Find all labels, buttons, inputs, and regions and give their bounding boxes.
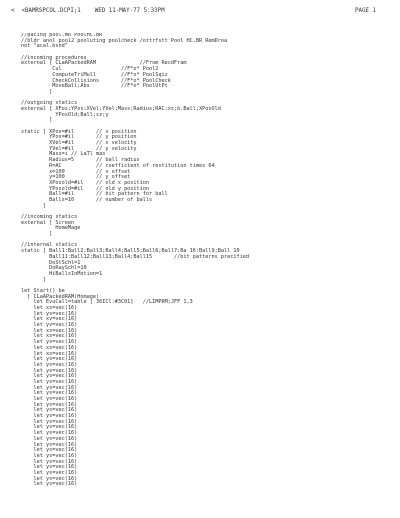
code-line: let ys=vec(16)	[21, 407, 78, 414]
code-line: ]	[21, 88, 53, 95]
code-line: R=AC // coefficient of restitution times 64	[21, 162, 215, 169]
code-line: //internal statics	[21, 242, 78, 249]
code-line: ]	[21, 276, 46, 283]
code-line: ]	[21, 231, 53, 238]
page-number: PAGE 1	[355, 8, 376, 14]
code-line: DoStSchl=1	[21, 259, 81, 266]
code-line: let ys=vec(16)	[21, 458, 78, 465]
code-line: YPos=#il // y position	[21, 134, 137, 141]
code-line: y=100 // y offset	[21, 174, 131, 181]
code-line: //outgoing statics	[21, 100, 78, 107]
code-line: Cul //F*o* Pool2	[21, 66, 159, 73]
code-line: let xs=vec(16)	[21, 350, 78, 357]
code-line: let ys=vec(16)	[21, 310, 78, 317]
code-line: Radius=5 // ball radius	[21, 157, 140, 164]
code-line: external [ XFos;YPos;XVel;YVel;Mass;Radius;RAC;xs;b.Ball;XPosOld	[21, 105, 221, 112]
code-line: let xs=vec(16)	[21, 305, 78, 311]
code-line: [ CLaAPackedRAM(Homage)	[21, 293, 100, 300]
code-line: let ys=vec(16)	[21, 384, 78, 391]
code-line: let ys=vec(16)	[21, 356, 78, 363]
code-line: let xs=vec(16)	[21, 327, 78, 334]
code-line: ]	[21, 202, 46, 209]
code-line: let ys=vec(16)	[21, 481, 78, 488]
code-line: //incoming procedures	[21, 54, 87, 61]
code-line: //incoming statics	[21, 214, 78, 220]
code-line: MoveBall;Abs //F*o* PoolUtPt	[21, 83, 168, 90]
code-line: let ys=vec(16)	[21, 378, 78, 385]
code-line: HomeMage	[21, 225, 81, 232]
code-listing	[21, 33, 391, 488]
code-line: let ys=vec(16)	[21, 361, 78, 368]
code-line: static [ XPos=#il // x position	[21, 128, 137, 135]
code-line: let ys=vec(16)	[21, 390, 78, 397]
code-line: YPosOld;Ball;sz;y	[21, 111, 109, 118]
code-line: let ys=vec(16)	[21, 401, 78, 408]
code-line: let xv=vec(16)	[21, 316, 78, 323]
code-line: let ys=vec(16)	[21, 435, 78, 442]
code-line: let ys=vec(16)	[21, 475, 78, 482]
code-line: let xs=vec(16)	[21, 333, 78, 340]
code-line: DoRaySchl=10	[21, 265, 87, 272]
code-line: let ys=vec(16)	[21, 339, 78, 346]
code-line: HiBallsInMotion=1	[21, 270, 103, 277]
code-line: let yv=vec(16)	[21, 322, 78, 329]
code-line: let ys=vec(16)	[21, 367, 78, 374]
code-line: Ball11:Ball12;Ball13;Ball4;Ball15 //bit patterns precified	[21, 253, 249, 260]
code-line: let ys=vec(16)	[21, 464, 78, 471]
code-line: CheckCollisions //F*o* PoolCheck	[21, 77, 171, 84]
code-line: let ys=vec(16)	[21, 469, 78, 476]
code-line: ComputeTriMull //F*o* PoolSqiz	[21, 71, 168, 78]
code-line: let ys=vec(16)	[21, 447, 78, 454]
code-line: let ys=vec(16)	[21, 430, 78, 437]
code-line: XVel=#il // x velocity	[21, 140, 137, 147]
code-line: Mass=i // LaTl mas	[21, 151, 106, 158]
code-line: let ys=vec(16)	[21, 413, 78, 420]
code-line: XPosold=#il // old x position	[21, 179, 150, 186]
code-line: let ys=vec(16)	[21, 452, 78, 459]
code-line: let EvuCall=table [ 36ICl:#3C01] //LIMPRM;JFF 1,3	[21, 299, 193, 306]
code-line: let ys=vec(16)	[21, 424, 78, 431]
code-line: x=100 // x offset	[21, 168, 131, 175]
code-line: let ys=vec(16)	[21, 418, 78, 425]
code-line: ]	[21, 117, 53, 124]
code-line: let xs=vec(16)	[21, 344, 78, 351]
code-line: //pacinq pool.mb PoolHC.BR	[21, 33, 103, 38]
code-line: YVel=#il // y velocity	[21, 145, 137, 152]
code-line: let ys=vec(16)	[21, 396, 78, 402]
code-line: //bldr anol pool2 pooluting poolcheck /ottrfstt Pool HC.BR RemDroa	[21, 37, 228, 44]
code-line: YPosold=#il // old y position	[21, 185, 150, 192]
code-line: external [ CLaAPackedRAM //From RecdFram	[21, 60, 187, 67]
code-line: static [ Ball1:Ball2;Ball3;Ball4;Ball5;Ball6;Ball7;Ba 16:Ball9;Ball 10	[21, 248, 240, 255]
code-line: Balls=10 // number of balls	[21, 196, 153, 203]
code-line: not "acal.bsnd"	[21, 43, 68, 50]
code-line: Ball=#il // bit pattern for ball	[21, 191, 168, 198]
code-line: let ys=vec(16)	[21, 373, 78, 380]
page-header-title: < <BAMRSPCOL.DCPI;1 WED 11-MAY-77 5:33PM	[11, 8, 165, 14]
code-line: let Start() be	[21, 287, 65, 294]
code-line: let ys=vec(16)	[21, 441, 78, 448]
code-line: external [ Screen	[21, 219, 75, 226]
